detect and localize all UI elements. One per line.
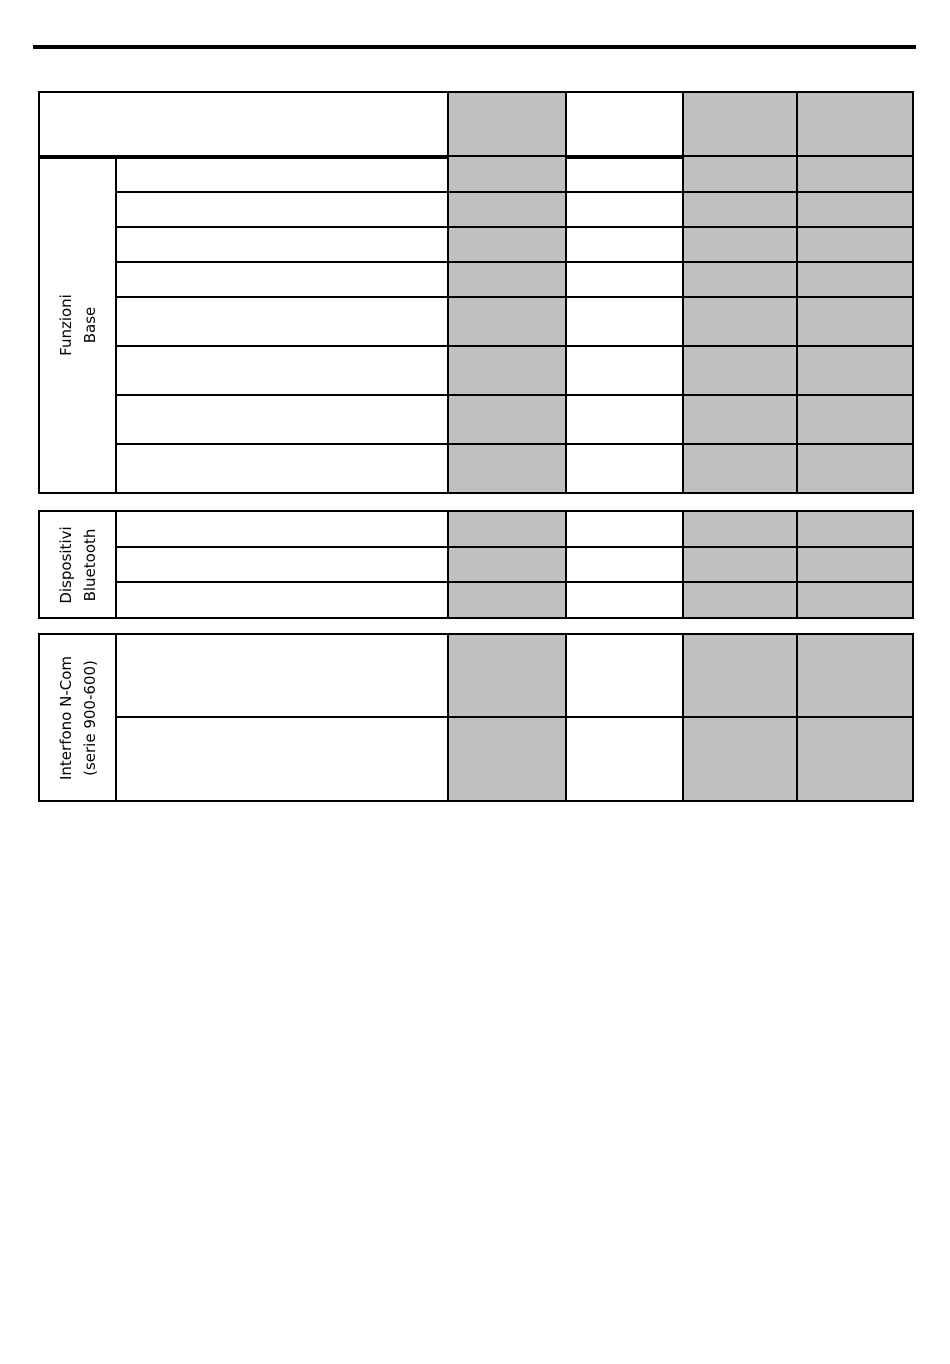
value-cell bbox=[448, 192, 566, 227]
value-cell bbox=[448, 582, 566, 618]
value-cell bbox=[448, 346, 566, 395]
value-cell bbox=[683, 192, 797, 227]
value-cell bbox=[448, 511, 566, 547]
value-cell bbox=[566, 297, 683, 346]
feature-cell bbox=[116, 444, 448, 493]
value-cell bbox=[448, 156, 566, 192]
value-cell bbox=[566, 717, 683, 801]
header-row bbox=[39, 92, 913, 158]
value-cell bbox=[683, 511, 797, 547]
header-cell-feature bbox=[39, 92, 448, 158]
value-cell bbox=[566, 346, 683, 395]
header-cell-col3 bbox=[683, 92, 797, 158]
value-cell bbox=[797, 156, 913, 192]
section-label-line: (serie 900-600) bbox=[80, 659, 99, 776]
value-cell bbox=[448, 444, 566, 493]
feature-cell bbox=[116, 227, 448, 262]
feature-cell bbox=[116, 547, 448, 582]
value-cell bbox=[797, 262, 913, 297]
section-label-line: Base bbox=[80, 306, 99, 343]
section-label-line: Bluetooth bbox=[80, 528, 99, 601]
value-cell bbox=[566, 262, 683, 297]
value-cell bbox=[448, 297, 566, 346]
top-rule bbox=[33, 45, 916, 49]
table-row bbox=[39, 156, 913, 192]
feature-cell bbox=[116, 262, 448, 297]
value-cell bbox=[683, 717, 797, 801]
section-dispositivi-bluetooth bbox=[38, 510, 914, 619]
value-cell bbox=[566, 156, 683, 192]
table-row bbox=[39, 395, 913, 444]
header-cell-col4 bbox=[797, 92, 913, 158]
value-cell bbox=[448, 395, 566, 444]
value-cell bbox=[797, 297, 913, 346]
value-cell bbox=[566, 634, 683, 717]
table-row bbox=[39, 346, 913, 395]
value-cell bbox=[797, 717, 913, 801]
value-cell bbox=[566, 582, 683, 618]
feature-cell bbox=[116, 511, 448, 547]
value-cell bbox=[683, 634, 797, 717]
section-funzioni-base bbox=[38, 155, 914, 494]
value-cell bbox=[448, 547, 566, 582]
value-cell bbox=[683, 395, 797, 444]
section-label-line: Funzioni bbox=[56, 293, 75, 356]
value-cell bbox=[566, 192, 683, 227]
table-row bbox=[39, 547, 913, 582]
feature-cell bbox=[116, 717, 448, 801]
value-cell bbox=[797, 192, 913, 227]
section-label bbox=[54, 294, 102, 356]
table-row bbox=[39, 227, 913, 262]
value-cell bbox=[566, 547, 683, 582]
value-cell bbox=[683, 262, 797, 297]
table-row bbox=[39, 634, 913, 717]
section-label bbox=[54, 526, 102, 603]
value-cell bbox=[797, 444, 913, 493]
feature-cell bbox=[116, 156, 448, 192]
value-cell bbox=[448, 634, 566, 717]
table-row bbox=[39, 511, 913, 547]
value-cell bbox=[448, 227, 566, 262]
value-cell bbox=[566, 395, 683, 444]
value-cell bbox=[797, 634, 913, 717]
table-row bbox=[39, 444, 913, 493]
value-cell bbox=[566, 227, 683, 262]
table-row bbox=[39, 192, 913, 227]
header-cell-col1 bbox=[448, 92, 566, 158]
feature-cell bbox=[116, 395, 448, 444]
value-cell bbox=[683, 346, 797, 395]
feature-cell bbox=[116, 634, 448, 717]
value-cell bbox=[683, 444, 797, 493]
value-cell bbox=[566, 511, 683, 547]
feature-cell bbox=[116, 297, 448, 346]
value-cell bbox=[683, 227, 797, 262]
value-cell bbox=[566, 444, 683, 493]
section-label-line: Dispositivi bbox=[56, 525, 75, 604]
section-label-cell bbox=[39, 634, 116, 801]
table-row bbox=[39, 297, 913, 346]
value-cell bbox=[797, 582, 913, 618]
table-row bbox=[39, 262, 913, 297]
section-label-cell bbox=[39, 511, 116, 618]
feature-cell bbox=[116, 582, 448, 618]
header-cell-col2 bbox=[566, 92, 683, 158]
value-cell bbox=[683, 297, 797, 346]
feature-cell bbox=[116, 192, 448, 227]
value-cell bbox=[797, 395, 913, 444]
section-label-line: Interfono N-Com bbox=[56, 655, 75, 780]
header-table bbox=[38, 91, 914, 159]
value-cell bbox=[683, 156, 797, 192]
value-cell bbox=[797, 346, 913, 395]
section-interfono bbox=[38, 633, 914, 802]
table-row bbox=[39, 582, 913, 618]
section-label-cell bbox=[39, 156, 116, 493]
value-cell bbox=[797, 547, 913, 582]
value-cell bbox=[448, 262, 566, 297]
value-cell bbox=[797, 511, 913, 547]
value-cell bbox=[683, 582, 797, 618]
value-cell bbox=[448, 717, 566, 801]
feature-cell bbox=[116, 346, 448, 395]
section-label bbox=[54, 655, 102, 779]
value-cell bbox=[797, 227, 913, 262]
value-cell bbox=[683, 547, 797, 582]
table-row bbox=[39, 717, 913, 801]
